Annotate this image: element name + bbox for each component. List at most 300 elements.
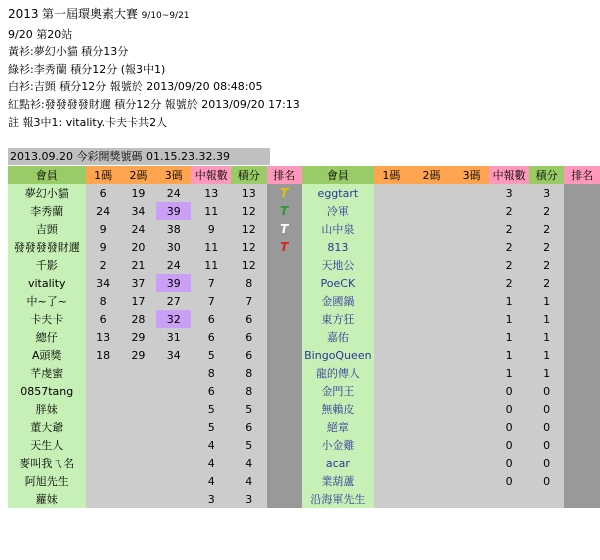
- num1-left: 24: [86, 202, 121, 220]
- num2-right: [409, 400, 454, 418]
- title-year: 2013: [8, 7, 39, 21]
- num2-right: [409, 292, 454, 310]
- member-name-left: 蘿妹: [8, 490, 86, 508]
- member-name-left: 吉顗: [8, 220, 86, 238]
- hits-left: 8: [191, 364, 231, 382]
- num1-left: 6: [86, 310, 121, 328]
- stage-line: 9/20 第20站: [8, 27, 73, 41]
- member-name-right: 龍的傳人: [302, 364, 374, 382]
- rank-right: [564, 292, 600, 310]
- table-row: [8, 328, 600, 346]
- score-left: 6: [231, 310, 266, 328]
- num3-right: [454, 328, 489, 346]
- num3-left: 38: [156, 220, 191, 238]
- hits-right: 1: [489, 346, 529, 364]
- score-left: 6: [231, 328, 266, 346]
- table-row: [8, 490, 600, 508]
- num3-right: [454, 382, 489, 400]
- num3-left: 24: [156, 184, 191, 202]
- rank-right: [564, 364, 600, 382]
- num2-right: [409, 220, 454, 238]
- num2-right: [409, 328, 454, 346]
- member-name-right: 冷軍: [302, 202, 374, 220]
- rank-left: [267, 292, 302, 310]
- col-score-left: 積分: [231, 166, 266, 184]
- num1-right: [374, 472, 409, 490]
- num1-right: [374, 256, 409, 274]
- num1-left: [86, 436, 121, 454]
- score-left: 12: [231, 202, 266, 220]
- table-row: [8, 292, 600, 310]
- info-panel: [8, 6, 592, 131]
- num3-right: [454, 454, 489, 472]
- num3-left: 30: [156, 238, 191, 256]
- num3-left: 32: [156, 310, 191, 328]
- white-jersey-line: 白衫:吉顗 積分12分 報號於 2013/09/20 08:48:05: [8, 80, 263, 94]
- rank-left: [267, 328, 302, 346]
- member-name-left: 千影: [8, 256, 86, 274]
- member-name-left: A頭獎: [8, 346, 86, 364]
- score-left: 5: [231, 436, 266, 454]
- hits-left: 11: [191, 202, 231, 220]
- num2-right: [409, 274, 454, 292]
- num3-left: 39: [156, 274, 191, 292]
- member-name-right: 業葫蘆: [302, 472, 374, 490]
- num3-right: [454, 220, 489, 238]
- member-name-left: 李秀蘭: [8, 202, 86, 220]
- rank-left: [267, 436, 302, 454]
- num2-right: [409, 202, 454, 220]
- table-header-row: [8, 166, 600, 184]
- hits-left: 5: [191, 418, 231, 436]
- num2-right: [409, 256, 454, 274]
- member-name-right: BingoQueen: [302, 346, 374, 364]
- table-row: [8, 184, 600, 202]
- num3-right: [454, 364, 489, 382]
- num2-left: [121, 400, 156, 418]
- num1-left: 9: [86, 238, 121, 256]
- member-name-right: 無賴皮: [302, 400, 374, 418]
- num3-right: [454, 202, 489, 220]
- num2-left: [121, 436, 156, 454]
- num3-right: [454, 274, 489, 292]
- score-right: 1: [529, 310, 564, 328]
- rank-right: [564, 382, 600, 400]
- col-n1-right: 1碼: [374, 166, 409, 184]
- num2-left: [121, 382, 156, 400]
- score-right: 0: [529, 400, 564, 418]
- num3-right: [454, 238, 489, 256]
- score-right: 1: [529, 346, 564, 364]
- score-left: 7: [231, 292, 266, 310]
- num2-right: [409, 490, 454, 508]
- rank-right: [564, 310, 600, 328]
- num1-right: [374, 490, 409, 508]
- col-n3-left: 3碼: [156, 166, 191, 184]
- member-name-left: 0857tang: [8, 382, 86, 400]
- num3-left: [156, 472, 191, 490]
- table-row: [8, 454, 600, 472]
- num2-left: [121, 454, 156, 472]
- num1-right: [374, 382, 409, 400]
- score-right: 1: [529, 328, 564, 346]
- rank-right: [564, 184, 600, 202]
- col-score-right: 積分: [529, 166, 564, 184]
- col-member-right: 會員: [302, 166, 374, 184]
- col-rank-right: 排名: [564, 166, 600, 184]
- score-left: 12: [231, 256, 266, 274]
- table-row: [8, 220, 600, 238]
- rank-left: [267, 418, 302, 436]
- green-jersey-line: 綠衫:李秀蘭 積分12分 (報3中1): [8, 62, 166, 76]
- num3-right: [454, 256, 489, 274]
- score-left: 3: [231, 490, 266, 508]
- hits-left: 4: [191, 472, 231, 490]
- rank-right: [564, 220, 600, 238]
- hits-left: 4: [191, 436, 231, 454]
- num3-left: [156, 490, 191, 508]
- num1-right: [374, 436, 409, 454]
- score-left: 4: [231, 454, 266, 472]
- num3-left: [156, 382, 191, 400]
- rank-left: [267, 364, 302, 382]
- table-row: [8, 238, 600, 256]
- num3-left: 34: [156, 346, 191, 364]
- member-name-right: 金門王: [302, 382, 374, 400]
- num2-right: [409, 418, 454, 436]
- num3-left: 31: [156, 328, 191, 346]
- table-row: [8, 382, 600, 400]
- num1-left: [86, 418, 121, 436]
- hits-right: 0: [489, 382, 529, 400]
- score-left: 12: [231, 238, 266, 256]
- num1-left: [86, 490, 121, 508]
- red-dot-jersey-line: 紅點衫:發發發發財邇 積分12分 報號於 2013/09/20 17:13: [8, 97, 300, 111]
- hits-right: 1: [489, 310, 529, 328]
- jersey-rank-icon: T: [280, 204, 289, 218]
- score-left: 8: [231, 274, 266, 292]
- rank-left: [267, 274, 302, 292]
- member-name-right: 絕章: [302, 418, 374, 436]
- table-row: [8, 346, 600, 364]
- num2-right: [409, 436, 454, 454]
- num3-left: [156, 436, 191, 454]
- hits-right: 0: [489, 418, 529, 436]
- hits-right: 3: [489, 184, 529, 202]
- num1-left: 8: [86, 292, 121, 310]
- num2-right: [409, 454, 454, 472]
- col-hits-left: 中報數: [191, 166, 231, 184]
- hits-right: 2: [489, 256, 529, 274]
- num1-right: [374, 310, 409, 328]
- table-row: [8, 436, 600, 454]
- draw-result-bar: 2013.09.20 今彩開獎號碼 01.15.23.32.39: [8, 148, 270, 165]
- table-row: [8, 256, 600, 274]
- num3-left: [156, 400, 191, 418]
- rank-right: [564, 490, 600, 508]
- score-left: 5: [231, 400, 266, 418]
- rank-right: [564, 472, 600, 490]
- num1-left: 2: [86, 256, 121, 274]
- score-right: [529, 490, 564, 508]
- num3-right: [454, 310, 489, 328]
- rank-right: [564, 328, 600, 346]
- member-name-left: 天生人: [8, 436, 86, 454]
- rank-left: [267, 256, 302, 274]
- jersey-rank-icon: T: [280, 186, 289, 200]
- table-row: [8, 202, 600, 220]
- table-row: [8, 418, 600, 436]
- score-right: 0: [529, 382, 564, 400]
- hits-left: 6: [191, 328, 231, 346]
- num3-right: [454, 292, 489, 310]
- member-name-left: 麥叫我ㄟ名: [8, 454, 86, 472]
- score-left: 8: [231, 364, 266, 382]
- rank-left: [267, 382, 302, 400]
- member-name-left: 中~了~: [8, 292, 86, 310]
- num3-right: [454, 418, 489, 436]
- num1-right: [374, 274, 409, 292]
- hits-left: 6: [191, 382, 231, 400]
- num1-right: [374, 364, 409, 382]
- num2-right: [409, 472, 454, 490]
- member-name-right: 嘉佑: [302, 328, 374, 346]
- rank-left: [267, 220, 302, 238]
- rank-left: [267, 454, 302, 472]
- num1-right: [374, 418, 409, 436]
- num1-right: [374, 238, 409, 256]
- score-table: [8, 166, 600, 508]
- num2-left: 20: [121, 238, 156, 256]
- num2-right: [409, 184, 454, 202]
- score-left: 13: [231, 184, 266, 202]
- hits-right: 1: [489, 328, 529, 346]
- hits-left: 5: [191, 400, 231, 418]
- member-name-right: 813: [302, 238, 374, 256]
- member-name-left: 發發發發財邇: [8, 238, 86, 256]
- num2-left: 34: [121, 202, 156, 220]
- member-name-right: 小金雞: [302, 436, 374, 454]
- num2-left: 37: [121, 274, 156, 292]
- num2-left: 29: [121, 328, 156, 346]
- hits-left: 7: [191, 274, 231, 292]
- rank-right: [564, 346, 600, 364]
- score-right: 2: [529, 256, 564, 274]
- num1-left: 34: [86, 274, 121, 292]
- member-name-right: 東方狂: [302, 310, 374, 328]
- num3-left: 27: [156, 292, 191, 310]
- hits-left: 11: [191, 238, 231, 256]
- hits-left: 3: [191, 490, 231, 508]
- title-name: 第一屆環奧素大賽: [42, 7, 139, 21]
- rank-left: [267, 184, 302, 202]
- score-right: 3: [529, 184, 564, 202]
- num1-right: [374, 346, 409, 364]
- rank-left: [267, 310, 302, 328]
- rank-left: [267, 490, 302, 508]
- title-range: 9/10~9/21: [141, 11, 190, 21]
- hits-left: 9: [191, 220, 231, 238]
- hits-left: 11: [191, 256, 231, 274]
- rank-right: [564, 418, 600, 436]
- num3-right: [454, 184, 489, 202]
- score-left: 4: [231, 472, 266, 490]
- col-rank-left: 排名: [267, 166, 302, 184]
- hits-left: 4: [191, 454, 231, 472]
- member-name-left: 董大爺: [8, 418, 86, 436]
- score-left: 8: [231, 382, 266, 400]
- num1-left: [86, 364, 121, 382]
- table-body: [8, 184, 600, 508]
- member-name-left: 總仔: [8, 328, 86, 346]
- num1-left: 9: [86, 220, 121, 238]
- rank-left: [267, 202, 302, 220]
- hits-right: 0: [489, 400, 529, 418]
- table-row: [8, 310, 600, 328]
- score-right: 2: [529, 202, 564, 220]
- score-right: 1: [529, 292, 564, 310]
- num3-left: 24: [156, 256, 191, 274]
- rank-right: [564, 400, 600, 418]
- member-name-right: 金國鍋: [302, 292, 374, 310]
- num3-left: [156, 364, 191, 382]
- num1-left: [86, 472, 121, 490]
- hits-right: 2: [489, 220, 529, 238]
- num2-right: [409, 238, 454, 256]
- rank-right: [564, 256, 600, 274]
- yellow-jersey-line: 黃衫:夢幻小貓 積分13分: [8, 45, 129, 59]
- title-line: [8, 6, 592, 26]
- table-row: [8, 364, 600, 382]
- num3-left: 39: [156, 202, 191, 220]
- jersey-rank-icon: T: [280, 222, 289, 236]
- num1-left: 13: [86, 328, 121, 346]
- num1-right: [374, 400, 409, 418]
- rank-left: [267, 400, 302, 418]
- col-n2-left: 2碼: [121, 166, 156, 184]
- hits-left: 13: [191, 184, 231, 202]
- num1-left: [86, 400, 121, 418]
- num2-left: 19: [121, 184, 156, 202]
- hits-right: 0: [489, 472, 529, 490]
- score-right: 2: [529, 274, 564, 292]
- num2-right: [409, 382, 454, 400]
- score-right: 0: [529, 454, 564, 472]
- num2-right: [409, 364, 454, 382]
- score-right: 1: [529, 364, 564, 382]
- num2-right: [409, 346, 454, 364]
- member-name-right: PoeCK: [302, 274, 374, 292]
- num1-left: [86, 454, 121, 472]
- hits-right: 1: [489, 292, 529, 310]
- member-name-left: 卡夫卡: [8, 310, 86, 328]
- hits-right: 0: [489, 454, 529, 472]
- num3-right: [454, 472, 489, 490]
- hits-right: 1: [489, 364, 529, 382]
- num2-left: [121, 490, 156, 508]
- table-row: [8, 400, 600, 418]
- score-left: 6: [231, 418, 266, 436]
- col-n1-left: 1碼: [86, 166, 121, 184]
- rank-left: [267, 238, 302, 256]
- col-n2-right: 2碼: [409, 166, 454, 184]
- num2-left: 21: [121, 256, 156, 274]
- col-hits-right: 中報數: [489, 166, 529, 184]
- num3-right: [454, 490, 489, 508]
- member-name-right: 沿海軍先生: [302, 490, 374, 508]
- hits-right: 0: [489, 436, 529, 454]
- score-right: 0: [529, 418, 564, 436]
- hits-left: 6: [191, 310, 231, 328]
- num1-left: 18: [86, 346, 121, 364]
- num2-right: [409, 310, 454, 328]
- hits-left: 5: [191, 346, 231, 364]
- note-line: 註 報3中1: vitality.卡夫卡共2人: [8, 115, 168, 129]
- member-name-right: 天地公: [302, 256, 374, 274]
- num2-left: [121, 418, 156, 436]
- num2-left: [121, 364, 156, 382]
- num1-left: 6: [86, 184, 121, 202]
- num1-left: [86, 382, 121, 400]
- member-name-left: 阿旭先生: [8, 472, 86, 490]
- score-right: 0: [529, 472, 564, 490]
- score-left: 6: [231, 346, 266, 364]
- score-right: 0: [529, 436, 564, 454]
- num1-right: [374, 184, 409, 202]
- member-name-right: 山中泉: [302, 220, 374, 238]
- hits-right: 2: [489, 274, 529, 292]
- num1-right: [374, 292, 409, 310]
- hits-right: 2: [489, 238, 529, 256]
- score-right: 2: [529, 220, 564, 238]
- jersey-rank-icon: T: [280, 240, 289, 254]
- col-member-left: 會員: [8, 166, 86, 184]
- member-name-right: acar: [302, 454, 374, 472]
- member-name-left: 胖妹: [8, 400, 86, 418]
- num2-left: [121, 472, 156, 490]
- num2-left: 24: [121, 220, 156, 238]
- num1-right: [374, 202, 409, 220]
- num3-right: [454, 436, 489, 454]
- hits-right: [489, 490, 529, 508]
- rank-left: [267, 472, 302, 490]
- member-name-left: 夢幻小貓: [8, 184, 86, 202]
- score-right: 2: [529, 238, 564, 256]
- num3-left: [156, 454, 191, 472]
- table-row: [8, 274, 600, 292]
- rank-right: [564, 454, 600, 472]
- rank-right: [564, 274, 600, 292]
- num3-right: [454, 346, 489, 364]
- score-left: 12: [231, 220, 266, 238]
- num1-right: [374, 454, 409, 472]
- hits-left: 7: [191, 292, 231, 310]
- num3-left: [156, 418, 191, 436]
- hits-right: 2: [489, 202, 529, 220]
- num2-left: 29: [121, 346, 156, 364]
- num2-left: 28: [121, 310, 156, 328]
- rank-right: [564, 436, 600, 454]
- num1-right: [374, 328, 409, 346]
- num1-right: [374, 220, 409, 238]
- col-n3-right: 3碼: [454, 166, 489, 184]
- rank-right: [564, 202, 600, 220]
- rank-right: [564, 238, 600, 256]
- num2-left: 17: [121, 292, 156, 310]
- member-name-right: eggtart: [302, 184, 374, 202]
- table-row: [8, 472, 600, 490]
- num3-right: [454, 400, 489, 418]
